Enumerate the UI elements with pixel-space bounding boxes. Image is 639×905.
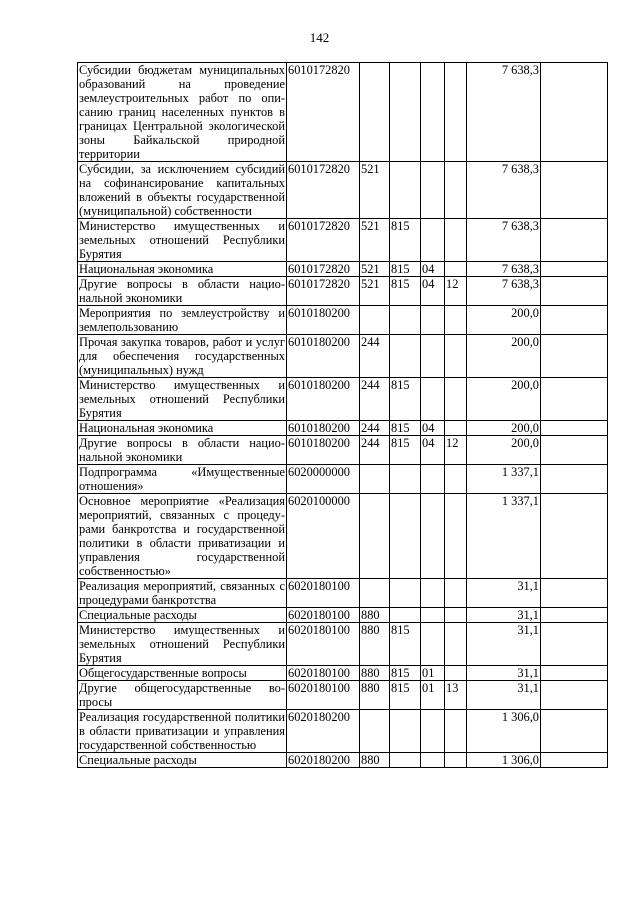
row-target-code: 6010172820: [287, 219, 360, 262]
row-section: [421, 494, 445, 579]
table-row: [78, 666, 608, 681]
row-section: 01: [421, 666, 445, 681]
row-section: 04: [421, 277, 445, 306]
row-amount: 1 306,0: [467, 710, 541, 753]
row-section: [421, 753, 445, 768]
row-subsection: [445, 219, 467, 262]
table-row: [78, 710, 608, 753]
row-target-code: 6010172820: [287, 262, 360, 277]
row-expense-type: [360, 494, 390, 579]
row-description: Специальные расходы: [78, 608, 287, 623]
row-ministry-code: [390, 63, 421, 162]
row-expense-type: 521: [360, 219, 390, 262]
row-subsection: [445, 63, 467, 162]
row-description: Национальная экономика: [78, 421, 287, 436]
row-extra: [541, 608, 608, 623]
table-body: [78, 63, 608, 768]
row-extra: [541, 421, 608, 436]
row-section: [421, 63, 445, 162]
row-description: Прочая закупка товаров, работ и услуг для обеспечения государственных (муниципальных) нужд: [79, 335, 285, 377]
row-target-code: 6020180100: [287, 623, 360, 666]
row-target-code: 6020180100: [287, 681, 360, 710]
row-amount: 7 638,3: [467, 63, 541, 162]
row-section: [421, 608, 445, 623]
row-expense-type: 244: [360, 421, 390, 436]
row-target-code: 6020180200: [287, 753, 360, 768]
row-description: Другие вопросы в области национальной экономики: [79, 277, 285, 305]
row-extra: [541, 219, 608, 262]
row-description: Другие общегосударственные вопросы: [79, 681, 285, 709]
row-target-code: 6020180200: [287, 710, 360, 753]
row-ministry-code: 815: [390, 436, 421, 465]
row-target-code: 6010172820: [287, 63, 360, 162]
table-row: [78, 335, 608, 378]
row-target-code: 6020000000: [287, 465, 360, 494]
row-target-code: 6010180200: [287, 378, 360, 421]
row-extra: [541, 465, 608, 494]
row-extra: [541, 436, 608, 465]
row-expense-type: 244: [360, 378, 390, 421]
table-row: [78, 378, 608, 421]
row-extra: [541, 335, 608, 378]
row-subsection: [445, 262, 467, 277]
row-extra: [541, 494, 608, 579]
row-description: Министерство имущественных и земельных отношений Республики Бурятия: [79, 219, 285, 261]
row-ministry-code: 815: [390, 421, 421, 436]
table-row: [78, 494, 608, 579]
row-ministry-code: [390, 710, 421, 753]
row-description: Другие вопросы в области национальной экономики: [79, 436, 285, 464]
table-row: [78, 306, 608, 335]
row-description: Общегосударственные вопросы: [78, 666, 287, 681]
row-ministry-code: [390, 306, 421, 335]
row-target-code: 6010180200: [287, 306, 360, 335]
row-target-code: 6020100000: [287, 494, 360, 579]
row-section: [421, 623, 445, 666]
row-amount: 1 337,1: [467, 465, 541, 494]
page-number: 142: [309, 30, 330, 45]
table-row: [78, 608, 608, 623]
row-description: Субсидии бюджетам муниципальных образований на проведение землеустроительных работ по описанию границ населенных пунктов в границах Центральной экологической зоны Байкальской природной территории: [79, 63, 285, 161]
row-target-code: 6020180100: [287, 666, 360, 681]
row-target-code: 6010180200: [287, 421, 360, 436]
row-expense-type: 880: [360, 753, 390, 768]
row-extra: [541, 162, 608, 219]
row-subsection: [445, 162, 467, 219]
table-row: [78, 753, 608, 768]
row-amount: 7 638,3: [467, 219, 541, 262]
row-amount: 31,1: [467, 681, 541, 710]
table-row: [78, 277, 608, 306]
row-ministry-code: [390, 494, 421, 579]
row-extra: [541, 579, 608, 608]
row-expense-type: [360, 579, 390, 608]
row-extra: [541, 753, 608, 768]
table-row: [78, 219, 608, 262]
row-subsection: 12: [445, 436, 467, 465]
row-subsection: [445, 335, 467, 378]
row-ministry-code: 815: [390, 262, 421, 277]
row-ministry-code: 815: [390, 277, 421, 306]
row-amount: 200,0: [467, 378, 541, 421]
row-section: 04: [421, 421, 445, 436]
row-expense-type: [360, 710, 390, 753]
row-amount: 31,1: [467, 608, 541, 623]
row-section: [421, 335, 445, 378]
row-section: 04: [421, 262, 445, 277]
row-extra: [541, 378, 608, 421]
row-amount: 31,1: [467, 623, 541, 666]
row-description: Министерство имущественных и земельных отношений Республики Бурятия: [79, 623, 285, 665]
row-amount: 200,0: [467, 436, 541, 465]
row-expense-type: 880: [360, 666, 390, 681]
row-section: [421, 219, 445, 262]
row-ministry-code: 815: [390, 219, 421, 262]
row-extra: [541, 666, 608, 681]
row-section: 01: [421, 681, 445, 710]
table-row: [78, 579, 608, 608]
row-subsection: [445, 421, 467, 436]
row-amount: 1 337,1: [467, 494, 541, 579]
row-subsection: [445, 378, 467, 421]
row-description: Национальная экономика: [78, 262, 287, 277]
row-ministry-code: 815: [390, 666, 421, 681]
row-amount: 7 638,3: [467, 262, 541, 277]
row-description: Субсидии, за исключением субсидий на софинансирование капитальных вложений в объекты государственной (муниципальной) собственности: [79, 162, 285, 218]
row-ministry-code: [390, 162, 421, 219]
table-row: [78, 436, 608, 465]
row-expense-type: 880: [360, 681, 390, 710]
row-expense-type: [360, 306, 390, 335]
row-extra: [541, 277, 608, 306]
row-subsection: 12: [445, 277, 467, 306]
row-description: Реализация мероприятий, связанных с процедурами банкротства: [79, 579, 285, 607]
row-expense-type: 880: [360, 623, 390, 666]
table-row: [78, 465, 608, 494]
table-row: [78, 421, 608, 436]
row-extra: [541, 681, 608, 710]
row-amount: 200,0: [467, 306, 541, 335]
row-extra: [541, 306, 608, 335]
row-target-code: 6010180200: [287, 335, 360, 378]
row-subsection: 13: [445, 681, 467, 710]
row-target-code: 6020180100: [287, 608, 360, 623]
row-amount: 31,1: [467, 666, 541, 681]
row-subsection: [445, 579, 467, 608]
row-ministry-code: [390, 465, 421, 494]
row-amount: 200,0: [467, 421, 541, 436]
budget-table: [77, 62, 608, 768]
row-expense-type: 244: [360, 335, 390, 378]
row-amount: 7 638,3: [467, 277, 541, 306]
row-section: 04: [421, 436, 445, 465]
row-subsection: [445, 306, 467, 335]
row-expense-type: 244: [360, 436, 390, 465]
row-extra: [541, 623, 608, 666]
table-row: [78, 63, 608, 162]
row-subsection: [445, 666, 467, 681]
row-extra: [541, 262, 608, 277]
table-row: [78, 162, 608, 219]
row-description: Министерство имущественных и земельных отношений Республики Бурятия: [79, 378, 285, 420]
row-target-code: 6020180100: [287, 579, 360, 608]
row-description: Реализация государственной политики в области приватизации и управления государственной собственностью: [79, 710, 285, 752]
row-section: [421, 710, 445, 753]
row-description: Специальные расходы: [78, 753, 287, 768]
row-expense-type: 880: [360, 608, 390, 623]
row-extra: [541, 710, 608, 753]
row-ministry-code: [390, 335, 421, 378]
row-ministry-code: 815: [390, 623, 421, 666]
row-subsection: [445, 753, 467, 768]
row-section: [421, 465, 445, 494]
row-section: [421, 306, 445, 335]
row-expense-type: 521: [360, 162, 390, 219]
row-amount: 200,0: [467, 335, 541, 378]
row-expense-type: 521: [360, 262, 390, 277]
row-target-code: 6010180200: [287, 436, 360, 465]
row-amount: 31,1: [467, 579, 541, 608]
row-ministry-code: [390, 608, 421, 623]
row-expense-type: [360, 63, 390, 162]
row-extra: [541, 63, 608, 162]
row-description: Мероприятия по землеустройству и землепользованию: [79, 306, 285, 334]
row-ministry-code: [390, 753, 421, 768]
row-ministry-code: 815: [390, 681, 421, 710]
row-amount: 1 306,0: [467, 753, 541, 768]
row-ministry-code: [390, 579, 421, 608]
row-subsection: [445, 710, 467, 753]
row-expense-type: 521: [360, 277, 390, 306]
row-subsection: [445, 494, 467, 579]
row-ministry-code: 815: [390, 378, 421, 421]
row-description: Подпрограмма «Имущественные отношения»: [79, 465, 285, 493]
table-row: [78, 262, 608, 277]
row-subsection: [445, 465, 467, 494]
table-row: [78, 681, 608, 710]
row-section: [421, 579, 445, 608]
table-row: [78, 623, 608, 666]
row-section: [421, 162, 445, 219]
row-target-code: 6010172820: [287, 277, 360, 306]
row-target-code: 6010172820: [287, 162, 360, 219]
row-subsection: [445, 623, 467, 666]
row-amount: 7 638,3: [467, 162, 541, 219]
row-expense-type: [360, 465, 390, 494]
row-subsection: [445, 608, 467, 623]
row-section: [421, 378, 445, 421]
row-description: Основное мероприятие «Реализация мероприятий, связанных с процедурами банкротства и государственной политики в области приватизации и управления государственной собственностью»: [79, 494, 285, 578]
